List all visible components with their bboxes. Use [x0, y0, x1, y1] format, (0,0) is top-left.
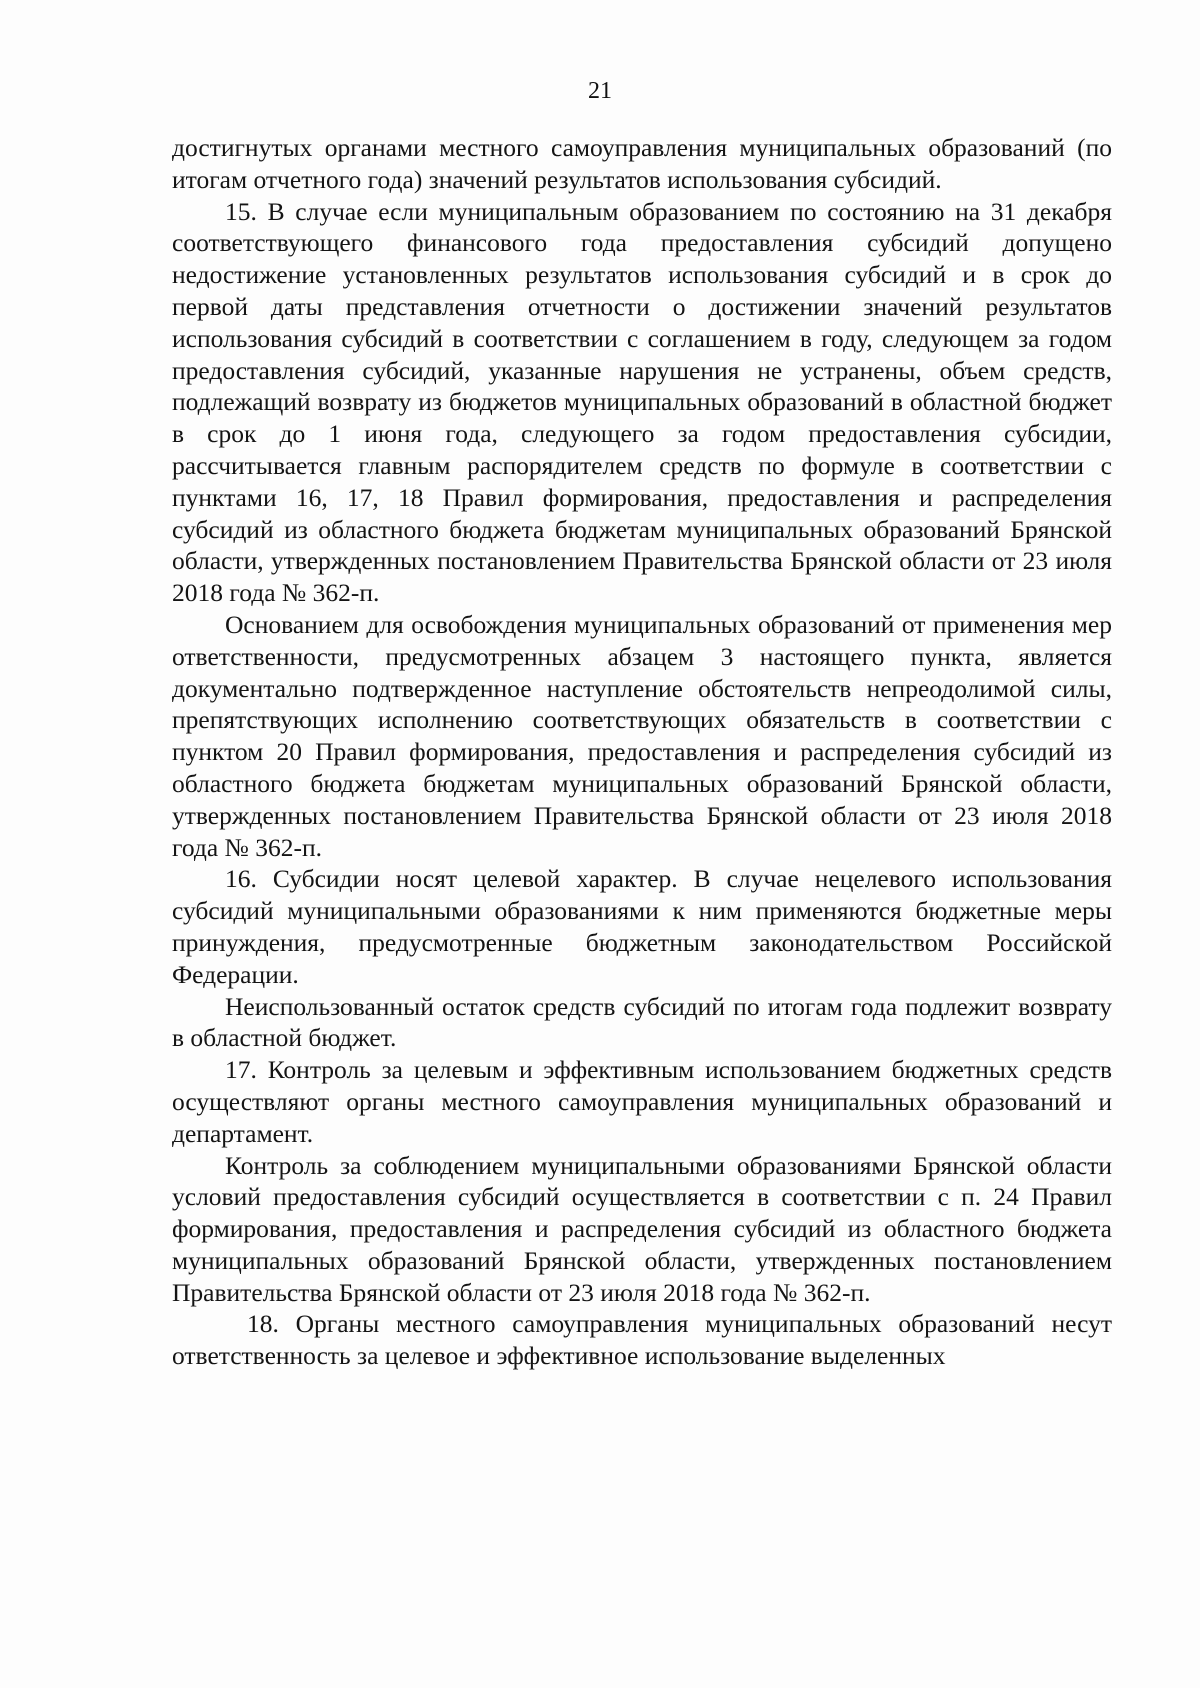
paragraph-item-17: 17. Контроль за целевым и эффективным использованием бюджетных средств осуществляют органы местного самоуправления муниципальных образований и департамент. [172, 1055, 1112, 1148]
paragraph-item-18: 18. Органы местного самоуправления муниципальных образований несут ответственность за целевое и эффективное использование выделенных [172, 1309, 1112, 1371]
document-body [172, 132, 1112, 1372]
paragraph-continuation: достигнутых органами местного самоуправления муниципальных образований (по итогам отчетного года) значений результатов использования субсидий. [172, 133, 1112, 194]
paragraph-item-15: 15. В случае если муниципальным образованием по состоянию на 31 декабря соответствующего финансового года предоставления субсидий допущено недостижение установленных результатов использования субсидий и в срок до первой даты представления отчетности о достижении значений результатов использования субсидий в соответствии с соглашением в году, следующем за годом предоставления субсидий, указанные нарушения не устранены, объем средств, подлежащий возврату из бюджетов муниципальных образований в областной бюджет в срок до 1 июня года, следующего за годом предоставления субсидии, рассчитывается главным распорядителем средств по формуле в соответствии с пунктами 16, 17, 18 Правил формирования, предоставления и распределения субсидий из областного бюджета бюджетам муниципальных образований Брянской области, утвержденных постановлением Правительства Брянской области от 23 июля 2018 года № 362-п. [172, 196, 1112, 608]
paragraph-unused-balance: Неиспользованный остаток средств субсидий по итогам года подлежит возврату в областной бюджет. [172, 991, 1112, 1053]
paragraph-item-16: 16. Субсидии носят целевой характер. В случае нецелевого использования субсидий муниципальными образованиями к ним применяются бюджетные меры принуждения, предусмотренные бюджетным законодательством Российской Федерации. [172, 864, 1112, 989]
paragraph-exemption: Основанием для освобождения муниципальных образований от применения мер ответственности, предусмотренных абзацем 3 настоящего пункта, является документально подтвержденное наступление обстоятельств непреодолимой силы, препятствующих исполнению соответствующих обязательств в соответствии с пунктом 20 Правил формирования, предоставления и распределения субсидий из областного бюджета бюджетам муниципальных образований Брянской области, утвержденных постановлением Правительства Брянской области от 23 июля 2018 года № 362-п. [172, 609, 1112, 862]
paragraph-control: Контроль за соблюдением муниципальными образованиями Брянской области условий предоставления субсидий осуществляется в соответствии с п. 24 Правил формирования, предоставления и распределения субсидий из областного бюджета муниципальных образований Брянской области, утвержденных постановлением Правительства Брянской области от 23 июля 2018 года № 362-п. [172, 1150, 1112, 1307]
page-number: 21 [588, 78, 612, 104]
